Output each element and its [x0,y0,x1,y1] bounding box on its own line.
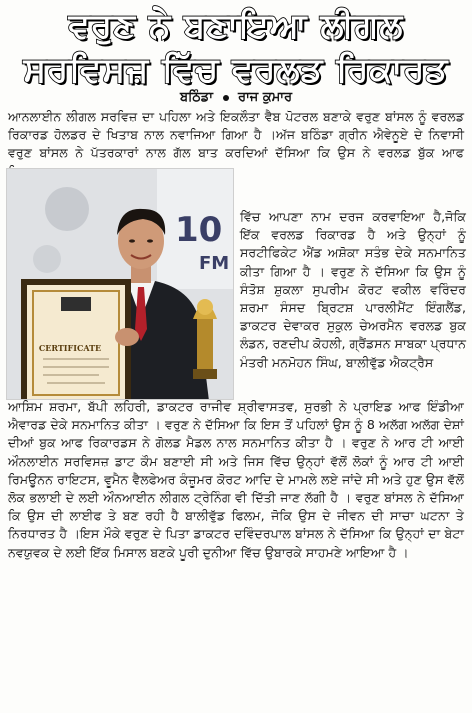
headline-line-1: ਵਰੁਣ ਨੇ ਬਣਾਇਆ ਲੀਗਲ [68,6,404,46]
backdrop-label: FM [199,253,230,274]
backdrop-number: 10 [175,210,223,250]
article-bottom-text: ਆਸ਼ਿਮ ਸ਼ਰਮਾ, ਬੱਪੀ ਲਹਿਰੀ, ਡਾਕਟਰ ਰਾਜੀਵ ਸ਼੍ਰੀਵਾਸਤਵ, ਸੁਰਭੀ ਨੇ ਪ੍ਰਾਇਡ ਆਫ ਇੰਡੀਆ ਐਵਾਰਡ ਦੇਕੇ ਸਨਮਾਨਿਤ ਕੀਤਾ । ਵਰੁਣ ਨੇ ਦੱਸਿਆ ਕਿ ਇਸ ਤੋਂ ਪਹਿਲਾਂ ਉਸ ਨੂੰ 8 ਅਲੱਗ ਅਲੱਗ ਦੇਸ਼ਾਂ ਦੀਆਂ ਬੁਕ ਆਫ ਰਿਕਾਰਡਸ ਨੇ ਗੋਲਡ ਮੈਡਲ ਨਾਲ ਸਨਮਾਨਿਤ ਕੀਤਾ ਹੈ । ਵਰੁਣ ਨੇ ਆਰ ਟੀ ਆਈ ਔਨਲਾਈਨ ਸਰਵਿਸਜ਼ ਡਾਟ ਕੌਮ ਬਣਾਈ ਸੀ ਅਤੇ ਜਿਸ ਵਿੱਚ ਉਨ੍ਹਾਂ ਵੱਲੋਂ ਲੋਕਾਂ ਨੂੰ ਆਰ ਟੀ ਆਈ ਰਿਮਊਨਨ ਰਾਇਟਸ, ਵੂਮੈਨ ਵੈਲਫੇਅਰ ਕੰਜ਼ੂਮਰ ਕੋਰਟ ਆਦਿ ਦੇ ਮਾਮਲੇ ਲਏ ਜਾਂਦੇ ਸੀ ਅਤੇ ਹੁਣ ਉਸ ਵੱਲੋਂ ਲੋਕ ਭਲਾਈ ਦੇ ਲਈ ਔਨਆਈਨ ਲੀਗਲ ਟ੍ਰੇਨਿੰਗ ਵੀ ਦਿੱਤੀ ਜਾਣ ਲੱਗੀ ਹੈ । ਵਰੁਣ ਬਾਂਸਲ ਨੇ ਦੱਸਿਆ ਕਿ ਉਸ ਦੀ ਲਾਈਫ ਤੇ ਬਣ ਰਹੀ ਹੈ ਬਾਲੀਵੁੱਡ ਫਿਲਮ, ਜੋਕਿ ਉਸ ਦੇ ਜੀਵਨ ਦੀ ਸਾਚਾ ਘਟਨਾ ਤੇ ਨਿਰਧਾਰਤ ਹੈ ।ਇਸ ਮੌਕੇ ਵਰੁਣ ਦੇ ਪਿਤਾ ਡਾਕਟਰ ਦਵਿੰਦਰਪਾਲ ਬਾਂਸਲ ਨੇ ਦੱਸਿਆ ਕਿ ਉਨ੍ਹਾਂ ਦਾ ਬੇਟਾ ਨਵਯੁਵਕ ਦੇ ਲਈ ਇੱਕ ਮਿਸਾਲ ਬਣਕੇ ਪੂਰੀ ਦੁਨੀਆ ਵਿੱਚ ਉਬਾਰਕੇ ਸਾਹਮਣੇ ਆਇਆ ਹੈ । [8,399,464,560]
bullet-icon [223,95,229,101]
byline [0,90,472,105]
article-side-column [240,208,466,372]
headline [0,4,472,92]
byline-reporter: ਰਾਜ ਕੁਮਾਰ [238,90,293,105]
article-side-text: ਵਿੱਚ ਆਪਣਾ ਨਾਮ ਦਰਜ ਕਰਵਾਇਆ ਹੈ,ਜੋਕਿ ਇੱਕ ਵਰਲਡ ਰਿਕਾਰਡ ਹੈ ਅਤੇ ਉਨ੍ਹਾਂ ਨੂੰ ਸਰਟੀਫਿਕੇਟ ਐਂਡ ਅਸ਼ੋਕਾ ਸਤੰਭ ਦੇਕੇ ਸਨਮਾਨਿਤ ਕੀਤਾ ਗਿਆ ਹੈ । ਵਰੁਣ ਨੇ ਦੱਸਿਆ ਕਿ ਉਸ ਨੂੰ ਸੰਤੋਸ਼ ਸ਼ੁਕਲਾ ਸੁਪਰੀਮ ਕੋਰਟ ਵਕੀਲ ਵਰਿੰਦਰ ਸ਼ਰਮਾ ਸੰਸਦ ਬ੍ਰਿਟਸ਼ ਪਾਰਲੀਮੈਂਟ ਇੰਗਲੈਂਡ, ਡਾਕਟਰ ਦੇਵਾਕਰ ਸੁਕੁਲ ਚੇਅਰਮੈਨ ਵਰਲਡ ਬੁਕ ਲੰਡਨ, ਰਣਦੀਪ ਕੋਹਲੀ, ਗ੍ਰੈਂਡਸਨ ਸਾਬਕਾ ਪ੍ਰਧਾਨ ਮੰਤਰੀ ਮਨਮੋਹਨ ਸਿੰਘ, ਬਾਲੀਵੁੱਡ ਐਕਟ੍ਰੈਸ [240,209,466,370]
photo-illustration [7,169,234,400]
article-photo [6,168,234,400]
certificate-label: CERTIFICATE [38,343,102,353]
article-intro-text: ਆਨਲਾਈਨ ਲੀਗਲ ਸਰਵਿਜ਼ ਦਾ ਪਹਿਲਾ ਅਤੇ ਇਕਲੌਤਾ ਵੈਬ ਪੋਟਰਲ ਬਣਾਕੇ ਵਰੁਣ ਬਾਂਸਲ ਨੂੰ ਵਰਲਡ ਰਿਕਾਰਡ ਹੋਲਡਰ ਦੇ ਖਿਤਾਬ ਨਾਲ ਨਵਾਜਿਆ ਗਿਆ ਹੈ ।ਅੱਜ ਬਠਿੰਡਾ ਗ੍ਰੀਨ ਐਵੇਨੂਏ ਦੇ ਨਿਵਾਸੀ ਵਰੁਣ ਬਾਂਸਲ ਨੇ ਪੱਤਰਕਾਰਾਂ ਨਾਲ ਗੱਲ ਬਾਤ ਕਰਦਿਆਂ ਦੱਸਿਆ ਕਿ ਉਸ ਨੇ ਵਰਲਡ ਬੁੱਕ ਆਫ [8,109,464,161]
headline-line-2: ਸਰਵਿਸਜ਼ ਵਿੱਚ ਵਰਲਡ ਰਿਕਾਰਡ [23,50,449,90]
byline-place: ਬਠਿੰਡਾ [179,90,213,105]
article-bottom [8,398,464,562]
